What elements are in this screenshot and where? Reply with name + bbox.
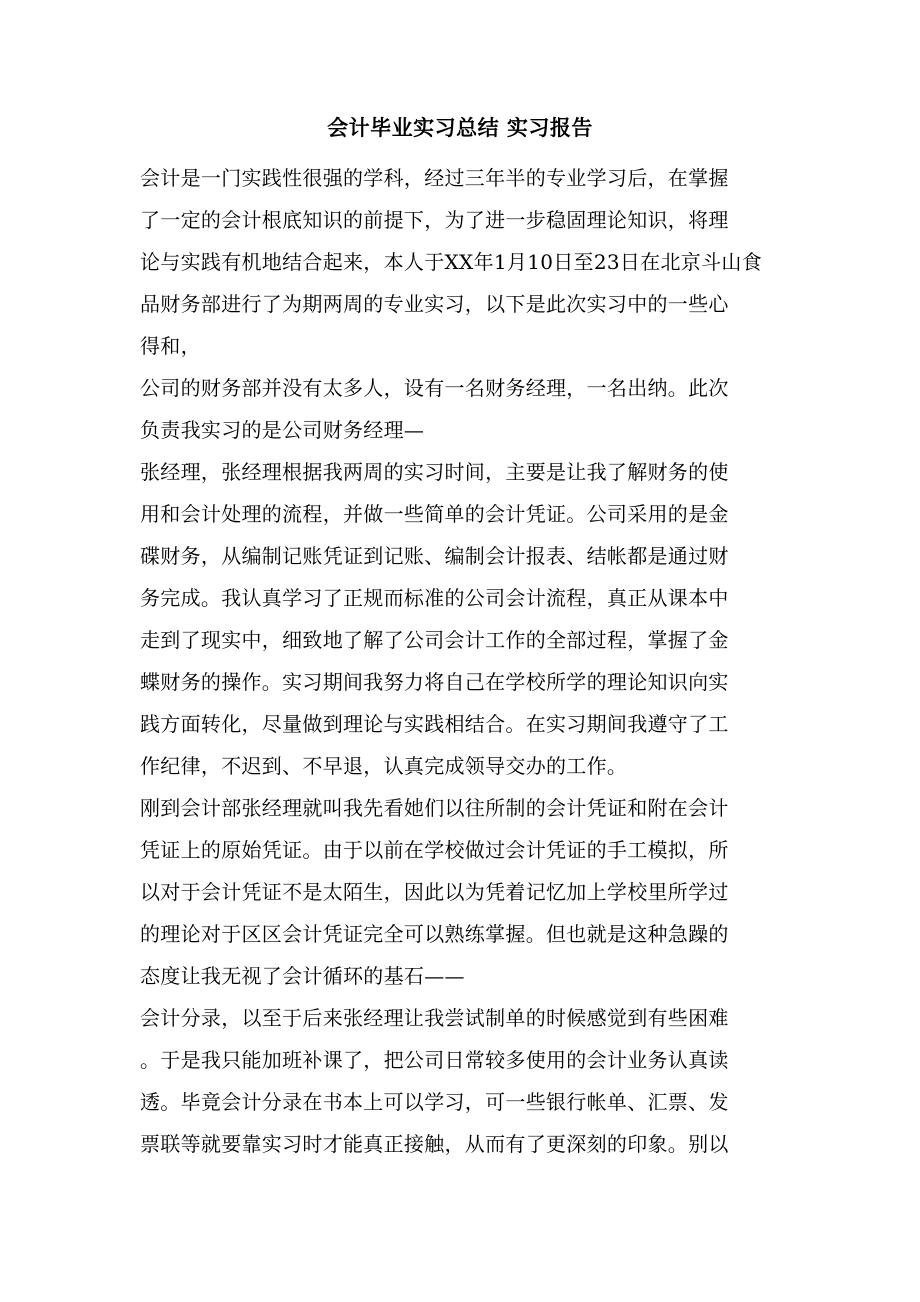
text-line: 票联等就要靠实习时才能真正接触，从而有了更深刻的印象。别以 bbox=[140, 1132, 729, 1156]
text-line: 以对于会计凭证不是太陌生，因此以为凭着记忆加上学校里所学过 bbox=[140, 880, 729, 904]
text-line: 务完成。我认真学习了正规而标准的公司会计流程，真正从课本中 bbox=[140, 586, 729, 610]
paragraph-2 bbox=[140, 367, 780, 451]
text-line: 会计分录，以至于后来张经理让我尝试制单的时候感觉到有些困难 bbox=[140, 1006, 729, 1030]
text-line: 品财务部进行了为期两周的专业实习，以下是此次实习中的一些心 bbox=[140, 292, 729, 316]
text-line: 。于是我只能加班补课了，把公司日常较多使用的会计业务认真读 bbox=[140, 1048, 729, 1072]
text-line: 走到了现实中，细致地了解了公司会计工作的全部过程，掌握了金 bbox=[140, 628, 729, 652]
text-line: 作纪律，不迟到、不早退，认真完成领导交办的工作。 bbox=[140, 754, 628, 778]
text-line: 张经理，张经理根据我两周的实习时间，主要是让我了解财务的使 bbox=[140, 460, 729, 484]
text-line: 论与实践有机地结合起来，本人于XX年1月10日至23日在北京斗山食 bbox=[140, 250, 762, 274]
text-line: 刚到会计部张经理就叫我先看她们以往所制的会计凭证和附在会计 bbox=[140, 796, 729, 820]
text-line: 态度让我无视了会计循环的基石—— bbox=[140, 964, 465, 988]
text-line: 公司的财务部并没有太多人，设有一名财务经理，一名出纳。此次 bbox=[140, 376, 729, 400]
text-line: 用和会计处理的流程，并做一些简单的会计凭证。公司采用的是金 bbox=[140, 502, 729, 526]
text-line: 会计是一门实践性很强的学科，经过三年半的专业学习后，在掌握 bbox=[140, 166, 729, 190]
text-line: 凭证上的原始凭证。由于以前在学校做过会计凭证的手工模拟，所 bbox=[140, 838, 729, 862]
text-line: 得和， bbox=[140, 334, 201, 358]
text-line: 蝶财务的操作。实习期间我努力将自己在学校所学的理论知识向实 bbox=[140, 670, 729, 694]
document-body bbox=[140, 157, 780, 1165]
text-line: 了一定的会计根底知识的前提下，为了进一步稳固理论知识，将理 bbox=[140, 208, 729, 232]
paragraph-4 bbox=[140, 787, 780, 997]
text-line: 碟财务，从编制记账凭证到记账、编制会计报表、结帐都是通过财 bbox=[140, 544, 729, 568]
paragraph-5 bbox=[140, 997, 780, 1165]
text-line: 践方面转化，尽量做到理论与实践相结合。在实习期间我遵守了工 bbox=[140, 712, 729, 736]
paragraph-1 bbox=[140, 157, 780, 367]
text-line: 透。毕竟会计分录在书本上可以学习，可一些银行帐单、汇票、发 bbox=[140, 1090, 729, 1114]
text-line: 负责我实习的是公司财务经理— bbox=[140, 418, 425, 442]
paragraph-3 bbox=[140, 451, 780, 787]
text-line: 的理论对于区区会计凭证完全可以熟练掌握。但也就是这种急躁的 bbox=[140, 922, 729, 946]
document-title: 会计毕业实习总结 实习报告 bbox=[327, 115, 593, 140]
